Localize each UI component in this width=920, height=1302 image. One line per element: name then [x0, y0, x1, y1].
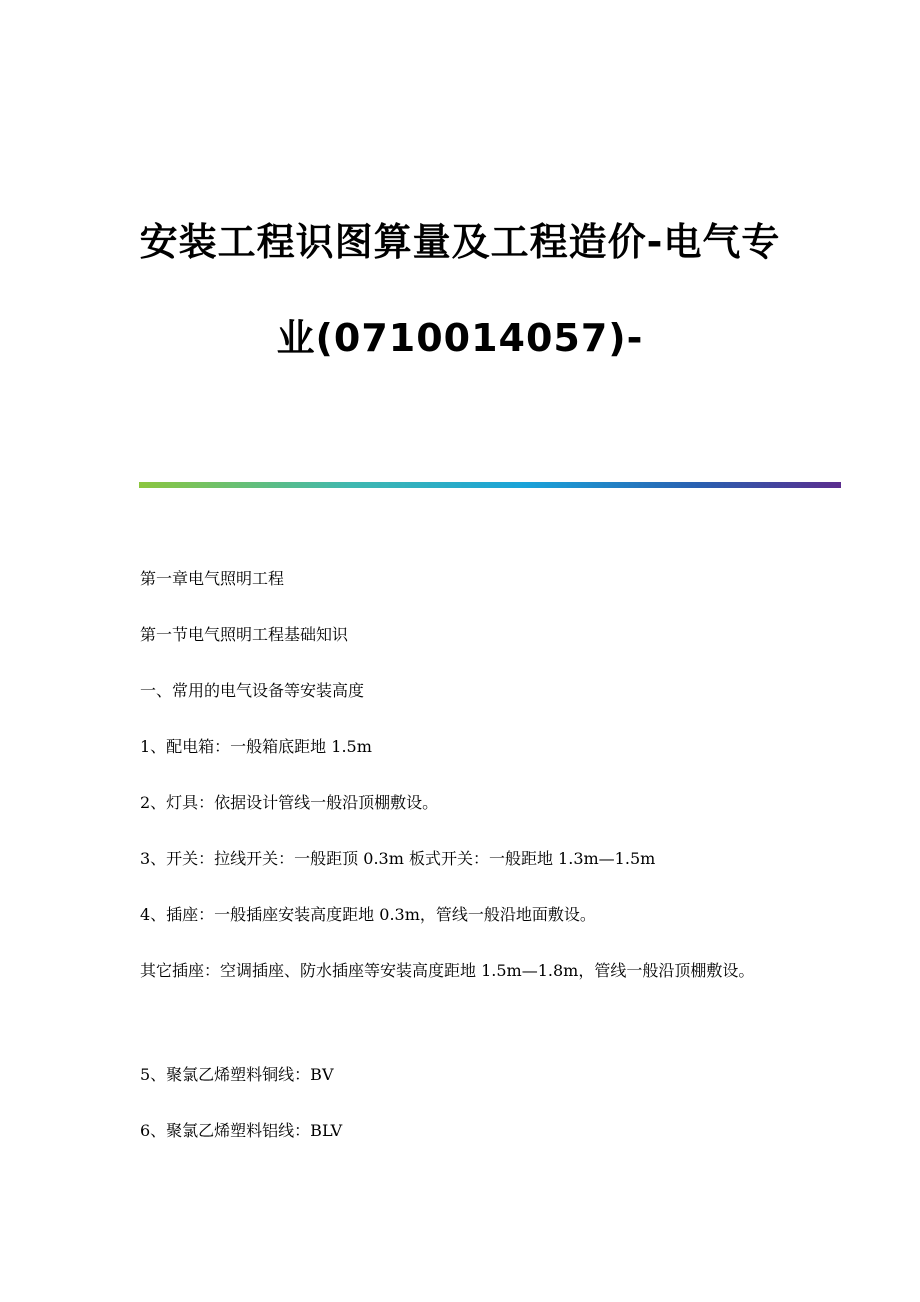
section-heading: 第一节电气照明工程基础知识	[140, 625, 349, 644]
paragraph-other-sockets: 其它插座：空调插座、防水插座等安装高度距地 1.5m—1.8m，管线一般沿顶棚敷设。	[140, 961, 755, 980]
list-item-lamps: 2、灯具：依据设计管线一般沿顶棚敷设。	[140, 793, 439, 812]
list-item-switches: 3、开关：拉线开关：一般距顶 0.3m 板式开关：一般距地 1.3m—1.5m	[140, 849, 656, 868]
document-title-line-2: 业(0710014057)-	[276, 316, 644, 360]
gradient-divider	[139, 482, 841, 488]
chapter-heading: 第一章电气照明工程	[140, 569, 285, 588]
list-item-bv-wire: 5、聚氯乙烯塑料铜线：BV	[140, 1065, 334, 1084]
document-title-line-1: 安装工程识图算量及工程造价-电气专	[139, 220, 781, 264]
list-item-sockets: 4、插座：一般插座安装高度距地 0.3m，管线一般沿地面敷设。	[140, 905, 596, 924]
subsection-heading: 一、常用的电气设备等安装高度	[140, 681, 365, 700]
list-item-distribution-box: 1、配电箱：一般箱底距地 1.5m	[140, 737, 372, 756]
list-item-blv-wire: 6、聚氯乙烯塑料铝线：BLV	[140, 1121, 343, 1140]
